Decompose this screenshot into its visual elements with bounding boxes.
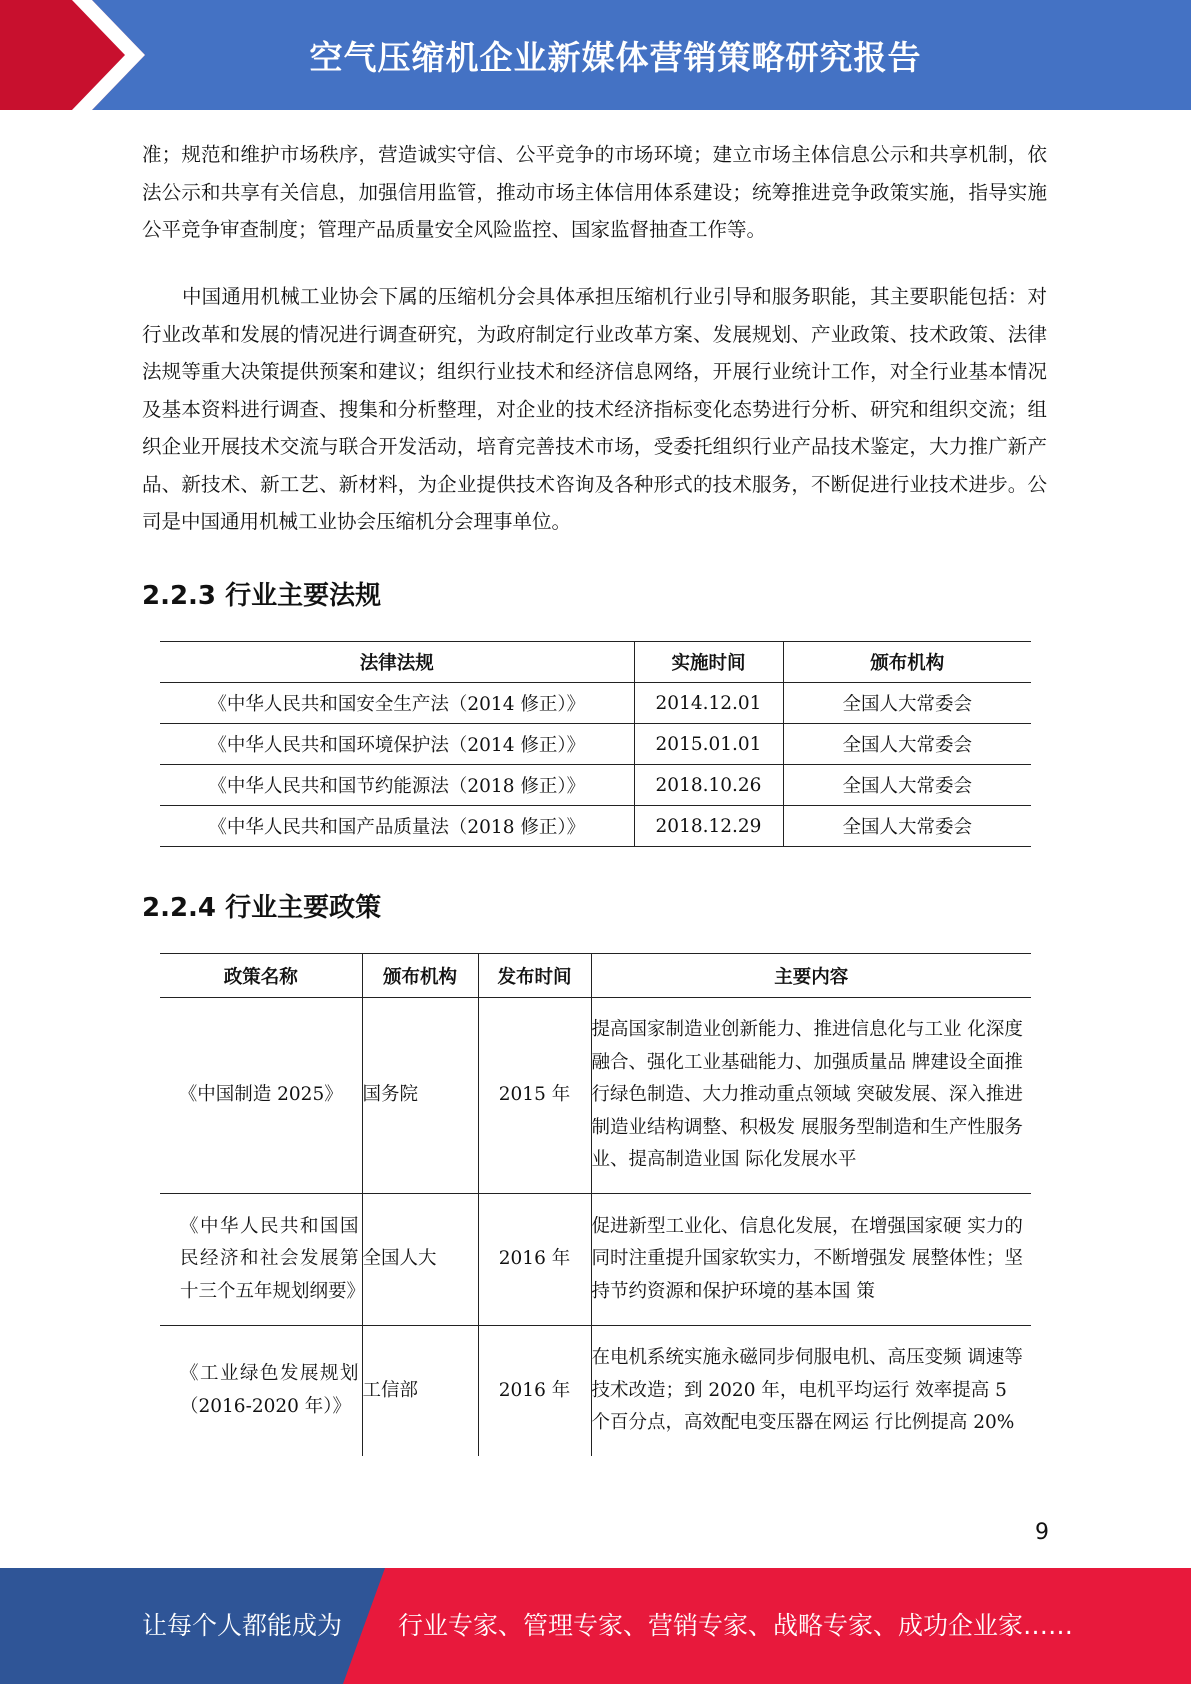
table-row [160, 1194, 1031, 1326]
column-header: 颁布机构 [362, 954, 478, 998]
section-heading-policy: 2.2.4 行业主要政策 [142, 893, 382, 923]
table-row [160, 683, 1031, 724]
table-header-row [160, 954, 1031, 998]
policy-date: 2016 年 [478, 1326, 591, 1456]
table-row [160, 806, 1031, 847]
law-name: 《中华人民共和国安全生产法（2014 修正）》 [208, 694, 586, 715]
policy-content: 促进新型工业化、信息化发展，在增强国家硬 实力的同时注重提升国家软实力，不断增强发 展整体性；坚持节约资源和保护环境的基本国 策 [591, 1194, 1031, 1326]
paragraph-2: 中国通用机械工业协会下属的压缩机分会具体承担压缩机行业引导和服务职能，其主要职能包括：对行业改革和发展的情况进行调查研究，为政府制定行业改革方案、发展规划、产业政策、技术政策、法律法规等重大决策提供预案和建议；组织行业技术和经济信息网络，开展行业统计工作，对全行业基本情况及基本资料进行调查、搜集和分析整理，对企业的技术经济指标变化态势进行分析、研究和组织交流；组织企业开展技术交流与联合开发活动，培育完善技术市场，受委托组织行业产品技术鉴定，大力推广新产品、新技术、新工艺、新材料，为企业提供技术咨询及各种形式的技术服务，不断促进行业技术进步。公司是中国通用机械工业协会压缩机分会理事单位。 [142, 285, 1047, 533]
table-row [160, 1326, 1031, 1456]
footer-slogan-right: 行业专家、管理专家、营销专家、战略专家、成功企业家…… [398, 1611, 1074, 1640]
column-header: 法律法规 [359, 653, 434, 674]
paragraph-1: 准；规范和维护市场秩序，营造诚实守信、公平竞争的市场环境；建立市场主体信息公示和共享机制，依法公示和共享有关信息，加强信用监管，推动市场主体信用体系建设；统筹推进竞争政策实施，指导实施公平竞争审查制度；管理产品质量安全风险监控、国家监督抽查工作等。 [142, 143, 1047, 241]
policy-date: 2015 年 [478, 998, 591, 1194]
law-org: 全国人大常委会 [783, 765, 1031, 806]
law-date: 2014.12.01 [634, 683, 783, 724]
policy-org: 国务院 [362, 998, 478, 1194]
page-header [0, 0, 1191, 110]
law-name: 《中华人民共和国产品质量法（2018 修正）》 [208, 817, 586, 838]
table-row [160, 724, 1031, 765]
policy-table [160, 953, 1031, 1456]
policy-content: 在电机系统实施永磁同步伺服电机、高压变频 调速等技术改造；到 2020 年，电机平均运行 效率提高 5 个百分点，高效配电变压器在网运 行比例提高 20% [591, 1326, 1031, 1456]
column-header: 发布时间 [478, 954, 591, 998]
policy-name: 《中国制造 2025》 [178, 1084, 343, 1106]
page-number: 9 [1035, 1520, 1049, 1545]
law-org: 全国人大常委会 [783, 724, 1031, 765]
page-footer [0, 1568, 1191, 1684]
law-name: 《中华人民共和国节约能源法（2018 修正）》 [208, 776, 586, 797]
table-header-row [160, 642, 1031, 683]
table-row [160, 998, 1031, 1194]
law-date: 2018.10.26 [634, 765, 783, 806]
column-header: 政策名称 [223, 966, 298, 988]
policy-date: 2016 年 [478, 1194, 591, 1326]
policy-org: 工信部 [362, 1326, 478, 1456]
law-name: 《中华人民共和国环境保护法（2014 修正）》 [208, 735, 586, 756]
law-org: 全国人大常委会 [783, 683, 1031, 724]
law-date: 2015.01.01 [634, 724, 783, 765]
section-heading-laws: 2.2.3 行业主要法规 [142, 581, 382, 611]
policy-name: 《工业绿色发展规划（2016-2020 年）》 [180, 1363, 359, 1417]
footer-slogan-left: 让每个人都能成为 [142, 1611, 343, 1640]
policy-org: 全国人大 [362, 1194, 478, 1326]
column-header: 颁布机构 [783, 642, 1031, 683]
table-row [160, 765, 1031, 806]
policy-content: 提高国家制造业创新能力、推进信息化与工业 化深度融合、强化工业基础能力、加强质量品 牌建设全面推行绿色制造、大力推动重点领域 突破发展、深入推进制造业结构调整、积极发 展服务型制造和生产性服务业、提高制造业国 际化发展水平 [591, 998, 1031, 1194]
column-header: 实施时间 [634, 642, 783, 683]
header-title: 空气压缩机企业新媒体营销策略研究报告 [309, 37, 922, 77]
column-header: 主要内容 [591, 954, 1031, 998]
law-date: 2018.12.29 [634, 806, 783, 847]
laws-table [160, 641, 1031, 847]
policy-name: 《中华人民共和国国民经济和社会发展第十三个五年规划纲要》 [180, 1215, 366, 1302]
law-org: 全国人大常委会 [783, 806, 1031, 847]
